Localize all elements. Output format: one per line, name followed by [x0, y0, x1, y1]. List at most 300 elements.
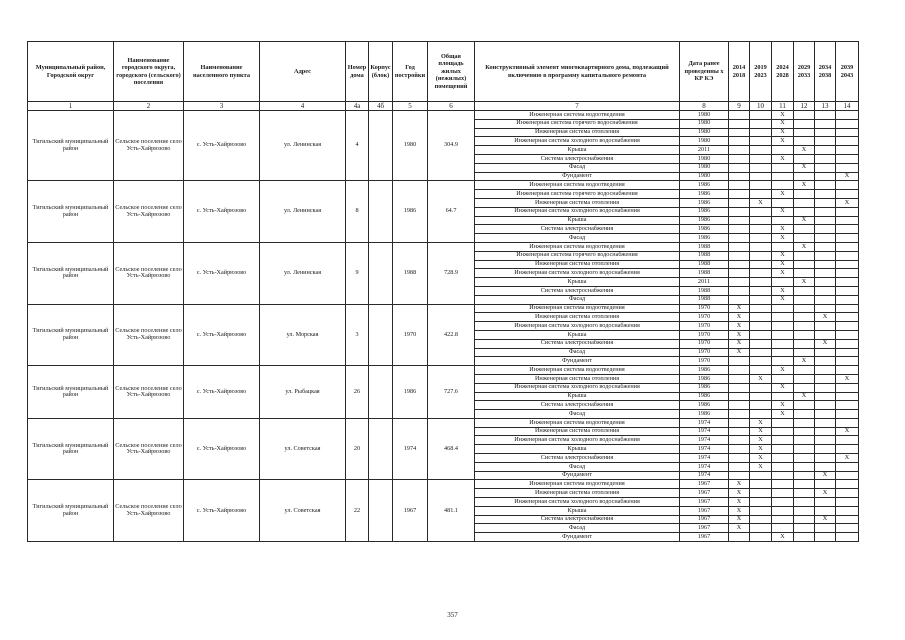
previous-repair-date-cell: 1970 [680, 339, 729, 348]
period-mark-cell [750, 471, 772, 480]
period-mark-cell [836, 471, 859, 480]
period-mark-cell [794, 410, 815, 419]
period-mark-cell: X [750, 374, 772, 383]
building-cell [369, 304, 393, 366]
structural-element-cell: Инженерная система холодного водоснабжения [475, 436, 680, 445]
period-mark-cell [750, 313, 772, 322]
period-mark-cell [729, 242, 750, 251]
building-cell [369, 181, 393, 243]
previous-repair-date-cell: 1974 [680, 454, 729, 463]
period-mark-cell [815, 111, 836, 120]
previous-repair-date-cell: 1986 [680, 207, 729, 216]
period-mark-cell [772, 339, 794, 348]
structural-element-cell: Система электроснабжения [475, 401, 680, 410]
period-mark-cell [815, 410, 836, 419]
street-cell: ул. Советская [260, 480, 346, 542]
column-number: 1 [28, 102, 114, 111]
period-mark-cell [836, 128, 859, 137]
period-mark-cell [750, 111, 772, 120]
period-mark-cell [750, 181, 772, 190]
previous-repair-date-cell: 1974 [680, 462, 729, 471]
column-number: 4б [369, 102, 393, 111]
period-mark-cell [836, 401, 859, 410]
period-mark-cell [750, 533, 772, 542]
previous-repair-date-cell: 2011 [680, 146, 729, 155]
period-mark-cell [836, 383, 859, 392]
period-mark-cell [750, 146, 772, 155]
column-number: 13 [815, 102, 836, 111]
structural-element-cell: Система электроснабжения [475, 225, 680, 234]
structural-element-cell: Система электроснабжения [475, 339, 680, 348]
period-mark-cell: X [794, 163, 815, 172]
period-mark-cell [836, 313, 859, 322]
year-built-cell: 1967 [393, 480, 428, 542]
street-cell: ул. Ленинская [260, 242, 346, 304]
table-row [28, 111, 859, 120]
previous-repair-date-cell: 1988 [680, 269, 729, 278]
period-mark-cell: X [729, 313, 750, 322]
year-built-cell: 1988 [393, 242, 428, 304]
period-mark-cell [815, 172, 836, 181]
period-mark-cell [772, 181, 794, 190]
structural-element-cell: Инженерная система горячего водоснабжения [475, 251, 680, 260]
period-mark-cell [836, 515, 859, 524]
settlement-cell: Сельское поселение село Усть-Хайрюзово [114, 242, 184, 304]
period-mark-cell [772, 322, 794, 331]
period-mark-cell [729, 128, 750, 137]
repair-program-table [27, 41, 859, 542]
year-built-cell: 1970 [393, 304, 428, 366]
period-mark-cell [729, 190, 750, 199]
previous-repair-date-cell: 2011 [680, 278, 729, 287]
district-cell: Тигильский муниципальный район [28, 418, 114, 480]
header-total-area: Общая площадь жилых (нежилых) помещений [428, 42, 475, 102]
period-mark-cell [750, 119, 772, 128]
period-mark-cell [836, 190, 859, 199]
settlement-cell: Сельское поселение село Усть-Хайрюзово [114, 418, 184, 480]
period-mark-cell: X [729, 498, 750, 507]
period-mark-cell: X [772, 207, 794, 216]
previous-repair-date-cell: 1980 [680, 111, 729, 120]
period-mark-cell [836, 278, 859, 287]
period-mark-cell [750, 383, 772, 392]
structural-element-cell: Инженерная система отопления [475, 313, 680, 322]
total-area-cell: 422.8 [428, 304, 475, 366]
period-mark-cell [772, 480, 794, 489]
period-mark-cell: X [772, 383, 794, 392]
period-mark-cell [729, 445, 750, 454]
period-mark-cell [836, 392, 859, 401]
column-number: 4 [260, 102, 346, 111]
period-mark-cell: X [815, 471, 836, 480]
structural-element-cell: Инженерная система холодного водоснабжения [475, 269, 680, 278]
period-mark-cell: X [772, 190, 794, 199]
period-mark-cell [772, 392, 794, 401]
period-mark-cell [729, 119, 750, 128]
period-mark-cell [794, 119, 815, 128]
period-mark-cell [836, 533, 859, 542]
period-mark-cell [836, 269, 859, 278]
locality-cell: с. Усть-Хайрюзово [184, 480, 260, 542]
period-mark-cell [729, 163, 750, 172]
header-period-2029-2033: 2029 2033 [794, 42, 815, 102]
column-number: 9 [729, 102, 750, 111]
header-year-built: Год постройки [393, 42, 428, 102]
previous-repair-date-cell: 1986 [680, 366, 729, 375]
house-number-cell: 3 [346, 304, 369, 366]
period-mark-cell [836, 225, 859, 234]
period-mark-cell [836, 163, 859, 172]
period-mark-cell [750, 251, 772, 260]
previous-repair-date-cell: 1986 [680, 181, 729, 190]
period-mark-cell [729, 225, 750, 234]
structural-element-cell: Инженерная система водоотведения [475, 181, 680, 190]
period-mark-cell [750, 154, 772, 163]
period-mark-cell: X [772, 111, 794, 120]
period-mark-cell [794, 154, 815, 163]
period-mark-cell [729, 269, 750, 278]
period-mark-cell [729, 427, 750, 436]
column-number-row [28, 102, 859, 111]
previous-repair-date-cell: 1988 [680, 295, 729, 304]
header-locality: Наименование населенного пункта [184, 42, 260, 102]
previous-repair-date-cell: 1980 [680, 163, 729, 172]
period-mark-cell [836, 410, 859, 419]
period-mark-cell [794, 304, 815, 313]
district-cell: Тигильский муниципальный район [28, 181, 114, 243]
header-period-2034-2038: 2034 2038 [815, 42, 836, 102]
period-mark-cell [815, 357, 836, 366]
period-mark-cell [750, 339, 772, 348]
header-period-2019-2023: 2019 2023 [750, 42, 772, 102]
period-mark-cell [750, 128, 772, 137]
structural-element-cell: Крыша [475, 330, 680, 339]
structural-element-cell: Инженерная система отопления [475, 427, 680, 436]
period-mark-cell [729, 251, 750, 260]
street-cell: ул. Ленинская [260, 111, 346, 181]
total-area-cell: 304.9 [428, 111, 475, 181]
period-mark-cell [750, 216, 772, 225]
period-mark-cell [750, 366, 772, 375]
period-mark-cell [750, 163, 772, 172]
table-row [28, 304, 859, 313]
structural-element-cell: Фундамент [475, 471, 680, 480]
document-sheet [27, 41, 859, 542]
structural-element-cell: Инженерная система водоотведения [475, 111, 680, 120]
period-mark-cell [729, 374, 750, 383]
period-mark-cell: X [836, 374, 859, 383]
previous-repair-date-cell: 1980 [680, 154, 729, 163]
period-mark-cell [729, 111, 750, 120]
structural-element-cell: Крыша [475, 445, 680, 454]
previous-repair-date-cell: 1986 [680, 225, 729, 234]
district-cell: Тигильский муниципальный район [28, 111, 114, 181]
period-mark-cell [794, 480, 815, 489]
structural-element-cell: Инженерная система холодного водоснабжения [475, 498, 680, 507]
period-mark-cell [750, 524, 772, 533]
structural-element-cell: Инженерная система холодного водоснабжения [475, 207, 680, 216]
period-mark-cell [815, 498, 836, 507]
period-mark-cell [815, 251, 836, 260]
column-number: 11 [772, 102, 794, 111]
period-mark-cell [794, 225, 815, 234]
period-mark-cell: X [750, 445, 772, 454]
previous-repair-date-cell: 1986 [680, 401, 729, 410]
structural-element-cell: Крыша [475, 146, 680, 155]
period-mark-cell: X [729, 506, 750, 515]
period-mark-cell [772, 427, 794, 436]
page-number: 357 [447, 611, 458, 619]
period-mark-cell: X [772, 269, 794, 278]
period-mark-cell [772, 462, 794, 471]
previous-repair-date-cell: 1970 [680, 357, 729, 366]
structural-element-cell: Инженерная система водоотведения [475, 366, 680, 375]
structural-element-cell: Крыша [475, 216, 680, 225]
table-row [28, 242, 859, 251]
period-mark-cell [815, 286, 836, 295]
period-mark-cell [750, 401, 772, 410]
period-mark-cell [794, 137, 815, 146]
period-mark-cell [794, 454, 815, 463]
structural-element-cell: Инженерная система горячего водоснабжения [475, 190, 680, 199]
period-mark-cell [836, 295, 859, 304]
structural-element-cell: Инженерная система водоотведения [475, 480, 680, 489]
structural-element-cell: Инженерная система холодного водоснабжения [475, 383, 680, 392]
structural-element-cell: Фасад [475, 163, 680, 172]
previous-repair-date-cell: 1988 [680, 251, 729, 260]
period-mark-cell [815, 348, 836, 357]
period-mark-cell [794, 462, 815, 471]
structural-element-cell: Фундамент [475, 172, 680, 181]
period-mark-cell [729, 234, 750, 243]
column-number: 5 [393, 102, 428, 111]
period-mark-cell [772, 198, 794, 207]
period-mark-cell [794, 489, 815, 498]
period-mark-cell [729, 392, 750, 401]
period-mark-cell [815, 366, 836, 375]
column-number: 8 [680, 102, 729, 111]
period-mark-cell: X [794, 146, 815, 155]
period-mark-cell: X [772, 119, 794, 128]
previous-repair-date-cell: 1986 [680, 216, 729, 225]
period-mark-cell [815, 128, 836, 137]
period-mark-cell: X [772, 533, 794, 542]
structural-element-cell: Фундамент [475, 357, 680, 366]
period-mark-cell [815, 234, 836, 243]
period-mark-cell [750, 348, 772, 357]
structural-element-cell: Инженерная система отопления [475, 489, 680, 498]
period-mark-cell: X [794, 216, 815, 225]
period-mark-cell: X [772, 137, 794, 146]
period-mark-cell [836, 357, 859, 366]
structural-element-cell: Система электроснабжения [475, 286, 680, 295]
period-mark-cell [794, 436, 815, 445]
building-cell [369, 242, 393, 304]
structural-element-cell: Крыша [475, 392, 680, 401]
period-mark-cell [772, 515, 794, 524]
period-mark-cell [794, 295, 815, 304]
previous-repair-date-cell: 1986 [680, 234, 729, 243]
period-mark-cell [836, 260, 859, 269]
period-mark-cell [815, 506, 836, 515]
previous-repair-date-cell: 1974 [680, 445, 729, 454]
previous-repair-date-cell: 1986 [680, 410, 729, 419]
period-mark-cell [794, 190, 815, 199]
period-mark-cell [794, 515, 815, 524]
period-mark-cell: X [772, 286, 794, 295]
structural-element-cell: Фасад [475, 234, 680, 243]
locality-cell: с. Усть-Хайрюзово [184, 181, 260, 243]
structural-element-cell: Инженерная система отопления [475, 260, 680, 269]
period-mark-cell [772, 242, 794, 251]
period-mark-cell: X [772, 128, 794, 137]
period-mark-cell [836, 111, 859, 120]
total-area-cell: 481.1 [428, 480, 475, 542]
period-mark-cell [750, 137, 772, 146]
period-mark-cell [750, 322, 772, 331]
period-mark-cell [729, 436, 750, 445]
period-mark-cell: X [772, 260, 794, 269]
period-mark-cell [729, 146, 750, 155]
period-mark-cell: X [772, 366, 794, 375]
street-cell: ул. Советская [260, 418, 346, 480]
column-number: 3 [184, 102, 260, 111]
previous-repair-date-cell: 1974 [680, 471, 729, 480]
structural-element-cell: Инженерная система холодного водоснабжения [475, 322, 680, 331]
period-mark-cell [729, 418, 750, 427]
structural-element-cell: Инженерная система горячего водоснабжения [475, 119, 680, 128]
period-mark-cell [794, 498, 815, 507]
period-mark-cell [772, 163, 794, 172]
header-building: Корпус (блок) [369, 42, 393, 102]
period-mark-cell [836, 181, 859, 190]
header-settlement: Наименование городского округа, городского (сельского) поселения [114, 42, 184, 102]
period-mark-cell [729, 401, 750, 410]
period-mark-cell [815, 181, 836, 190]
period-mark-cell [836, 418, 859, 427]
period-mark-cell: X [836, 172, 859, 181]
period-mark-cell: X [750, 436, 772, 445]
period-mark-cell: X [794, 242, 815, 251]
period-mark-cell [772, 524, 794, 533]
structural-element-cell: Система электроснабжения [475, 515, 680, 524]
period-mark-cell [836, 251, 859, 260]
locality-cell: с. Усть-Хайрюзово [184, 304, 260, 366]
period-mark-cell [815, 383, 836, 392]
period-mark-cell [729, 533, 750, 542]
period-mark-cell: X [750, 462, 772, 471]
previous-repair-date-cell: 1986 [680, 198, 729, 207]
street-cell: ул. Ленинская [260, 181, 346, 243]
locality-cell: с. Усть-Хайрюзово [184, 242, 260, 304]
period-mark-cell [815, 524, 836, 533]
locality-cell: с. Усть-Хайрюзово [184, 366, 260, 419]
period-mark-cell [836, 506, 859, 515]
district-cell: Тигильский муниципальный район [28, 366, 114, 419]
house-number-cell: 26 [346, 366, 369, 419]
period-mark-cell [750, 242, 772, 251]
structural-element-cell: Фундамент [475, 533, 680, 542]
period-mark-cell [815, 137, 836, 146]
previous-repair-date-cell: 1967 [680, 498, 729, 507]
structural-element-cell: Инженерная система водоотведения [475, 242, 680, 251]
column-number: 4а [346, 102, 369, 111]
previous-repair-date-cell: 1980 [680, 172, 729, 181]
period-mark-cell: X [772, 225, 794, 234]
period-mark-cell [729, 278, 750, 287]
period-mark-cell [836, 445, 859, 454]
period-mark-cell [729, 154, 750, 163]
period-mark-cell [794, 533, 815, 542]
header-address: Адрес [260, 42, 346, 102]
period-mark-cell [815, 401, 836, 410]
building-cell [369, 418, 393, 480]
period-mark-cell [729, 260, 750, 269]
period-mark-cell [794, 322, 815, 331]
street-cell: ул. Морская [260, 304, 346, 366]
house-number-cell: 4 [346, 111, 369, 181]
settlement-cell: Сельское поселение село Усть-Хайрюзово [114, 304, 184, 366]
previous-repair-date-cell: 1986 [680, 374, 729, 383]
period-mark-cell: X [729, 524, 750, 533]
total-area-cell: 64.7 [428, 181, 475, 243]
period-mark-cell [729, 410, 750, 419]
period-mark-cell: X [794, 392, 815, 401]
period-mark-cell: X [815, 313, 836, 322]
period-mark-cell [836, 339, 859, 348]
previous-repair-date-cell: 1974 [680, 427, 729, 436]
period-mark-cell [750, 357, 772, 366]
period-mark-cell [772, 216, 794, 225]
structural-element-cell: Инженерная система отопления [475, 374, 680, 383]
period-mark-cell: X [772, 251, 794, 260]
structural-element-cell: Фасад [475, 295, 680, 304]
period-mark-cell [794, 313, 815, 322]
period-mark-cell [815, 207, 836, 216]
period-mark-cell [815, 480, 836, 489]
period-mark-cell [794, 366, 815, 375]
period-mark-cell: X [729, 304, 750, 313]
previous-repair-date-cell: 1988 [680, 260, 729, 269]
period-mark-cell [750, 269, 772, 278]
year-built-cell: 1974 [393, 418, 428, 480]
period-mark-cell [750, 410, 772, 419]
period-mark-cell [729, 383, 750, 392]
previous-repair-date-cell: 1970 [680, 304, 729, 313]
total-area-cell: 468.4 [428, 418, 475, 480]
column-number: 10 [750, 102, 772, 111]
period-mark-cell [794, 427, 815, 436]
building-cell [369, 366, 393, 419]
period-mark-cell [815, 190, 836, 199]
period-mark-cell [794, 260, 815, 269]
period-mark-cell [815, 322, 836, 331]
street-cell: ул. Рыбацкая [260, 366, 346, 419]
structural-element-cell: Фасад [475, 348, 680, 357]
period-mark-cell [836, 436, 859, 445]
period-mark-cell [729, 181, 750, 190]
period-mark-cell [815, 225, 836, 234]
previous-repair-date-cell: 1967 [680, 506, 729, 515]
period-mark-cell [836, 216, 859, 225]
period-mark-cell [750, 278, 772, 287]
structural-element-cell: Инженерная система отопления [475, 128, 680, 137]
period-mark-cell [772, 146, 794, 155]
period-mark-cell [772, 313, 794, 322]
previous-repair-date-cell: 1967 [680, 533, 729, 542]
year-built-cell: 1986 [393, 181, 428, 243]
period-mark-cell [836, 366, 859, 375]
